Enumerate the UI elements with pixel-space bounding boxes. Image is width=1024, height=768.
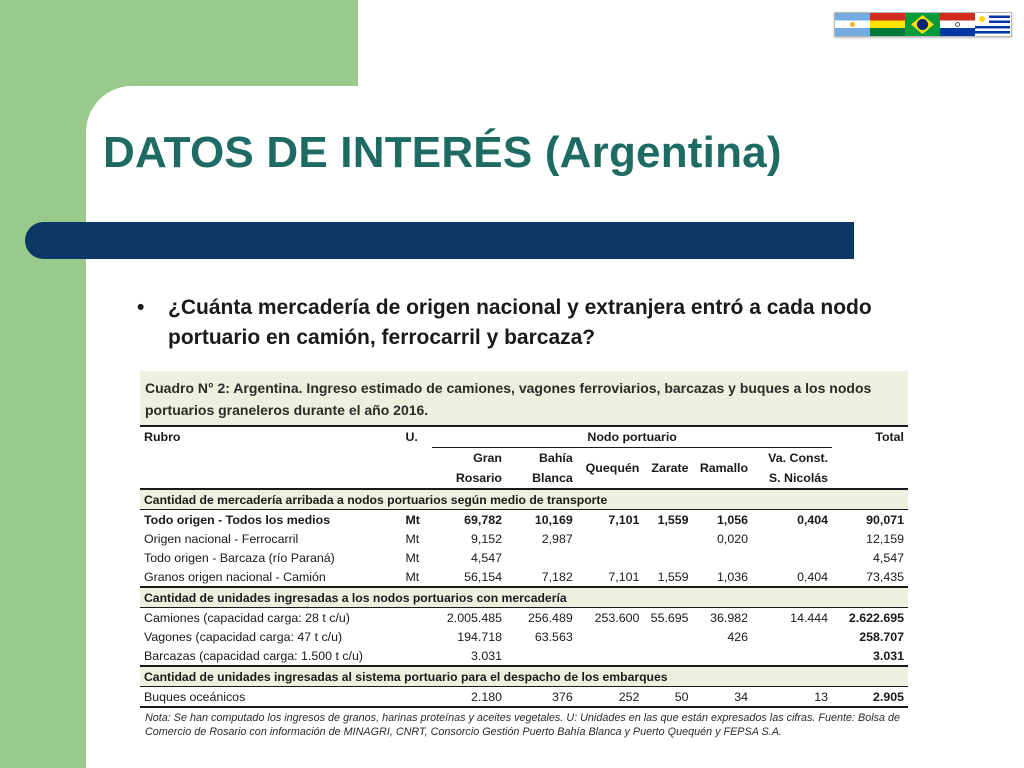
cell-total: 73,435	[866, 569, 904, 584]
header-total: Total	[875, 430, 904, 444]
data-table-image	[140, 371, 908, 754]
cell-quequen: 7,101	[608, 512, 640, 527]
bullet-point	[137, 293, 912, 353]
row-label: Buques oceánicos	[140, 687, 401, 708]
cell-bahia-blanca	[506, 548, 577, 567]
cell-gran-rosario: 4,547	[470, 550, 502, 565]
bullet-marker: •	[137, 296, 145, 319]
cell-ramallo	[693, 646, 752, 666]
cell-zarate: 1,559	[657, 512, 689, 527]
header-nodo-portuario: Nodo portuario	[432, 427, 832, 448]
header-gran-rosario-top: Gran	[473, 451, 502, 465]
row-unit: Mt	[405, 569, 420, 584]
cell-ramallo: 1,056	[717, 512, 749, 527]
header-row-top	[140, 427, 908, 448]
cell-va-const: 13	[752, 687, 832, 708]
row-unit	[401, 646, 432, 666]
section-row	[140, 587, 908, 608]
slide-title: DATOS DE INTERÉS (Argentina)	[103, 128, 782, 177]
table-row	[140, 529, 908, 548]
table-row	[140, 646, 908, 666]
cell-va-const: 0,404	[797, 512, 829, 527]
cell-zarate	[643, 529, 692, 548]
row-unit: Mt	[405, 550, 420, 565]
section-row	[140, 489, 908, 510]
cell-va-const: 0,404	[797, 569, 829, 584]
cell-va-const: 14.444	[790, 610, 829, 625]
row-label: Vagones (capacidad carga: 47 t c/u)	[144, 629, 343, 644]
cell-va-const	[752, 646, 832, 666]
mercosur-flags	[834, 12, 1012, 37]
brazil-flag-icon	[905, 13, 940, 36]
table-row	[140, 567, 908, 587]
row-label: Granos origen nacional - Camión	[144, 569, 326, 584]
cell-zarate	[643, 646, 692, 666]
table-row	[140, 510, 908, 530]
cell-gran-rosario: 3.031	[470, 648, 502, 663]
cell-ramallo	[693, 548, 752, 567]
section-title: Cantidad de unidades ingresadas a los nodos portuarios con mercadería	[140, 587, 908, 608]
cell-quequen: 7,101	[608, 569, 640, 584]
cell-va-const	[752, 627, 832, 646]
section-title: Cantidad de unidades ingresadas al sistema portuario para el despacho de los embarques	[140, 666, 908, 687]
cell-total: 258.707	[859, 629, 904, 644]
cell-gran-rosario: 2.180	[432, 687, 506, 708]
row-unit	[401, 687, 432, 708]
row-unit	[401, 608, 432, 628]
header-quequen: Quequén	[585, 461, 640, 475]
cell-zarate: 1,559	[657, 569, 689, 584]
cell-gran-rosario: 9,152	[470, 531, 502, 546]
cell-va-const	[752, 529, 832, 548]
table-row	[140, 608, 908, 628]
cell-quequen: 253.600	[594, 610, 640, 625]
cell-gran-rosario: 69,782	[464, 512, 502, 527]
cell-va-const	[752, 548, 832, 567]
header-unit: U.	[405, 430, 418, 444]
section-title: Cantidad de mercadería arribada a nodos portuarios según medio de transporte	[140, 489, 908, 510]
header-bahia-blanca-top: Bahía	[538, 451, 573, 465]
table-row	[140, 548, 908, 567]
cell-total: 90,071	[866, 512, 904, 527]
row-label: Barcazas (capacidad carga: 1.500 t c/u)	[144, 648, 364, 663]
uruguay-flag-icon	[975, 13, 1010, 36]
cell-zarate: 50	[643, 687, 692, 708]
header-rubro: Rubro	[144, 430, 181, 444]
cell-quequen	[577, 627, 644, 646]
cell-gran-rosario: 2.005.485	[446, 610, 502, 625]
cell-bahia-blanca: 7,182	[541, 569, 573, 584]
cell-quequen	[577, 529, 644, 548]
header-va-const-top: Va. Const.	[768, 451, 829, 465]
cell-ramallo: 426	[727, 629, 749, 644]
cell-bahia-blanca: 2,987	[541, 531, 573, 546]
header-bahia-blanca-bottom: Blanca	[532, 471, 573, 485]
header-gran-rosario-bottom: Rosario	[455, 471, 502, 485]
cell-bahia-blanca	[506, 646, 577, 666]
header-va-const-bottom: S. Nicolás	[768, 471, 829, 485]
cell-ramallo: 1,036	[717, 569, 749, 584]
paraguay-flag-icon	[940, 13, 975, 36]
cell-total: 3.031	[872, 648, 904, 663]
cell-gran-rosario: 56,154	[464, 569, 502, 584]
cell-total: 2.622.695	[848, 610, 904, 625]
row-unit: Mt	[405, 531, 420, 546]
table-title: Cuadro N° 2: Argentina. Ingreso estimado de camiones, vagones ferroviarios, barcazas y buques a los nodos portuarios graneleros durante el año 2016.	[140, 371, 908, 427]
header-zarate: Zarate	[651, 461, 689, 475]
bullet-question: ¿Cuánta mercadería de origen nacional y extranjera entró a cada nodo portuario en camión, ferrocarril y barcaza?	[168, 296, 872, 349]
argentina-flag-icon	[835, 13, 870, 36]
cell-total: 4,547	[872, 550, 904, 565]
row-label: Camiones (capacidad carga: 28 t c/u)	[144, 610, 350, 625]
cell-zarate	[643, 548, 692, 567]
cell-ramallo: 0,020	[717, 531, 749, 546]
table-row	[140, 627, 908, 646]
cell-gran-rosario: 194.718	[457, 629, 502, 644]
port-data-table	[140, 427, 908, 708]
table-note: Nota: Se han computado los ingresos de granos, harinas proteínas y aceites vegetales. U: Unidades en las que están expresados las cifras. Fuente: Bolsa de Comercio de Rosario con información de MINAGRI, CNRT, Consorcio Gestión Puerto Bahía Blanca y Puerto Quequén y FEPSA S.A.	[145, 712, 901, 738]
bolivia-flag-icon	[870, 13, 905, 36]
row-label: Origen nacional - Ferrocarril	[144, 531, 299, 546]
row-unit	[401, 627, 432, 646]
cell-bahia-blanca: 376	[506, 687, 577, 708]
cell-quequen: 252	[577, 687, 644, 708]
cell-bahia-blanca: 63.563	[534, 629, 573, 644]
section-row	[140, 666, 908, 687]
cell-quequen	[577, 548, 644, 567]
header-ramallo: Ramallo	[699, 461, 749, 475]
cell-ramallo: 36.982	[710, 610, 749, 625]
cell-quequen	[577, 646, 644, 666]
cell-zarate: 55.695	[650, 610, 689, 625]
cell-bahia-blanca: 10,169	[534, 512, 573, 527]
cell-total: 2.905	[832, 687, 908, 708]
table-row	[140, 687, 908, 708]
row-label: Todo origen - Barcaza (río Paraná)	[144, 550, 335, 565]
cell-total: 12,159	[866, 531, 904, 546]
cell-zarate	[643, 627, 692, 646]
cell-ramallo: 34	[693, 687, 752, 708]
title-underline-bar	[25, 222, 854, 259]
cell-bahia-blanca: 256.489	[527, 610, 573, 625]
row-unit: Mt	[405, 512, 420, 527]
row-label: Todo origen - Todos los medios	[144, 512, 331, 527]
